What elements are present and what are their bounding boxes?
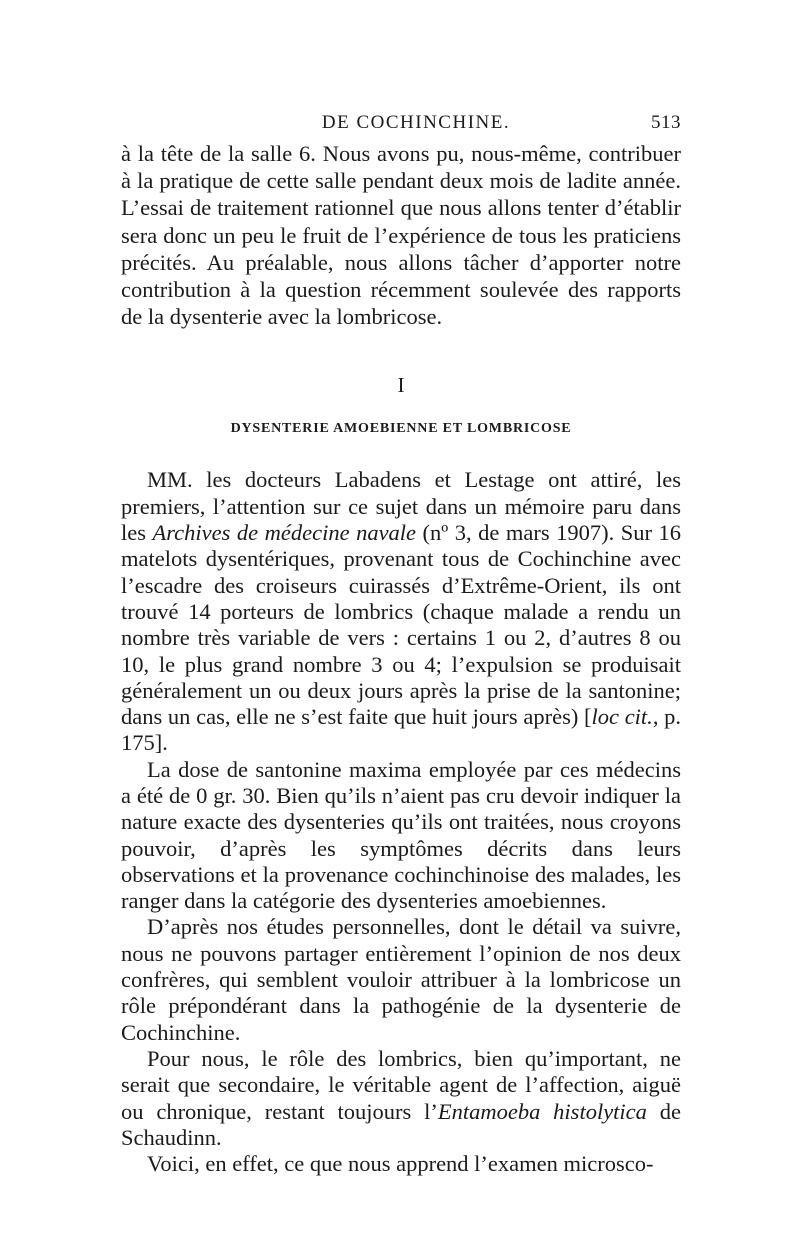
intro-paragraph: à la tête de la salle 6. Nous avons pu, nous-même, contribuer à la pratique de cette salle pendant deux mois de ladite année. L’essai de traitement rationnel que nous allons tenter d’établir sera donc un peu le fruit de l’expérience de tous les praticiens précités. Au préalable, nous allons tâcher d’apporter notre contribution à la question récemment soulevée des rapports de la dysenterie avec la lombricose. xyxy=(121,141,681,330)
paragraph-5: Voici, en effet, ce que nous apprend l’examen microsco- xyxy=(147,1151,654,1177)
paragraph-1-part-a: MM. les docteurs Labadens et Lestage ont attiré, les premiers, l’attention sur ce sujet dans un mémoire paru dans les xyxy=(121,467,681,546)
paragraph-1-part-c: , p. 175]. xyxy=(121,704,681,756)
species-name: Entamoeba histolytica xyxy=(437,1098,647,1124)
paragraph-3: D’après nos études personnelles, dont le détail va suivre, nous ne pouvons partager entièrement l’opinion de nos deux confrères, qui semblent vouloir attribuer à la lombricose un rôle prépondérant dans la pathogénie de la dysenterie de Cochinchine. xyxy=(121,914,681,1045)
body-text xyxy=(121,467,681,1177)
running-title: DE COCHINCHINE. xyxy=(321,112,511,133)
paragraph-4-part-a: Pour nous, le rôle des lombrics, bien qu’important, ne serait que secondaire, le véritable agent de l’affection, aiguë ou chronique, restant toujours l’ xyxy=(121,1045,681,1124)
section-title: DYSENTERIE AMOEBIENNE ET LOMBRICOSE xyxy=(230,421,572,437)
citation-reference: loc cit. xyxy=(591,704,653,730)
section-number: I xyxy=(397,373,405,398)
paragraph-4-part-b: de Schaudinn. xyxy=(121,1098,681,1150)
page-number: 513 xyxy=(651,112,681,133)
paragraph-4 xyxy=(121,1046,681,1151)
paragraph-1-part-b: (nº 3, de mars 1907). Sur 16 matelots dysentériques, provenant tous de Cochinchine avec l’escadre des croiseurs cuirassés d’Extrême-Orient, ils ont trouvé 14 porteurs de lombrics (chaque malade a rendu un nombre très variable de vers : certains 1 ou 2, d’autres 8 ou 10, le plus grand nombre 3 ou 4; l’expulsion se produisait généralement un ou deux jours après la prise de la santonine; dans un cas, elle ne s’est faite que huit jours après) [ xyxy=(121,520,681,730)
page xyxy=(121,112,681,1177)
journal-title: Archives de médecine navale xyxy=(152,520,417,546)
paragraph-2: La dose de santonine maxima employée par ces médecins a été de 0 gr. 30. Bien qu’ils n’aient pas cru devoir indiquer la nature exacte des dysenteries qu’ils ont traitées, nous croyons pouvoir, d’après les symptômes décrits dans leurs observations et la provenance cochinchinoise des malades, les ranger dans la catégorie des dysenteries amoebiennes. xyxy=(121,756,681,914)
paragraph-1 xyxy=(121,467,681,756)
running-head xyxy=(121,112,681,140)
intro-text xyxy=(121,140,681,330)
